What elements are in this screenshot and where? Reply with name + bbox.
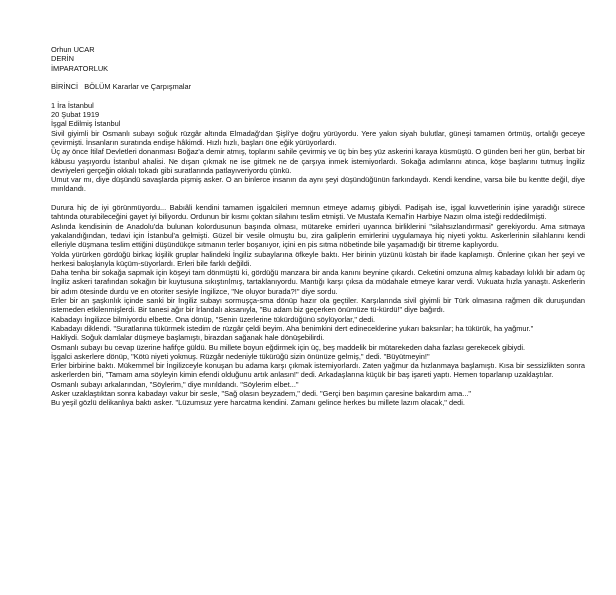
- body-section-b: [51, 203, 585, 408]
- paragraph: Hakliydi. Soğuk damlalar düşmeye başlamıştı, birazdan sağanak hale dönüşebilirdi.: [51, 333, 325, 343]
- body-section-a: [51, 129, 585, 194]
- paragraph: Yolda yürürken gördüğü birkaç kişilik gruplar halindeki İngiliz subaylarına öfkeyle baktı. Her birinin yüzünü küstah bir ifade kaplamıştı. Önlerine çıkan her şeyi ve herkesi bakışlarıyla küçüm-süyorlardı. Erleri bile farklı değildi.: [51, 249, 585, 268]
- book-title: DERİN: [51, 54, 74, 64]
- paragraph: Üç ay önce İtilaf Devletleri donanması Boğaz'a demir atmış, toplarını sahile çevirmiş ve üç bin beş yüz askerini karaya küsmüştü. O günden beri her gün, berbat bir kâbusu yaşıyordu İstanbul ahalisi. Ne dışarı çıkmak ne ise gitmek ne de çarşıya inmek istemiyorlardı. Sokağa adımlarını atınca, köşe başlarını tutmuş İngiliz devriyeleri gerçeğin okkalı tokadı gibi suratlarında patlayıveriyordu çünkü.: [51, 147, 585, 175]
- paragraph: Osmanlı subayı bu cevap üzerine hafifçe güldü. Bu millete boyun eğdirmek için üç, beş maddelik bir mütarekeden daha fazlası gerekecek gibiydi.: [51, 342, 526, 352]
- paragraph: Umut var mı, diye düşündü savaşlarda pişmiş asker. O an binlerce insanın da aynı şeyi düşündüğünün farkındaydı. Kendi kendine, varsa bile bu kentte değil, diye mırıldandı.: [51, 175, 585, 194]
- paragraph: Daha tenha bir sokağa sapmak için köşeyi tam dönmüştü ki, gördüğü manzara bir anda kanını beynine çıkardı. Ceketini omzuna almış kabadayı kılıklı bir adam üç İngiliz askeri tarafından sokağın bir kuytusuna sıkıştırılmış, tartaklanıyordu. Mantığı karşı çıksa da müdahale etmeye karar verdi. Vukuata hızla yanaştı. Askerlerin bir adım ötesinde durdu ve en otoriter sesiyle İngilizce, "Ne oluyor burada?!" diye sordu.: [51, 268, 585, 296]
- paragraph: Bu yeşil gözlü delikanlıya baktı asker. "Lüzumsuz yere harcatma kendini. Zamanı gelince herkes bu millete lazım olacak," dedi.: [51, 398, 465, 408]
- paragraph: Kabadayı diklendi. "Suratlarına tükürmek istedim de rüzgâr çeldi beyim. Aha benimkini dert edineceklerine yukarı baksınlar; ha tükürük, ha yağmur.": [51, 323, 534, 333]
- chapter-setting: İşgal Edilmiş İstanbul: [51, 119, 121, 129]
- spacer: [51, 73, 585, 82]
- author-name: Orhun UCAR: [51, 45, 95, 54]
- chapter-number: 1 İra İstanbul: [51, 100, 94, 110]
- paragraph: Asker uzaklaştıktan sonra kabadayı vakur bir sesle, "Sağ olasın beyzadem," dedi. "Gerçi ben başımın çaresine bakardım ama...": [51, 388, 472, 398]
- document-page: [51, 45, 585, 408]
- spacer: [51, 194, 585, 203]
- paragraph: Aslında kendisinin de Anadolu'da bulunan kolordusunun başında olması, mütareke emirleri uyarınca birliklerini "silahsızlandırmasi" gerekiyordu. Ama sıtmaya yakalandığından, tedavi için İstanbul'a gelmişti. Güzel bir vesile olmuştu bu, zira galiplerin emirlerini uygulamaya hiç niyeti yoktu. Askerlerinin silahlarını kendi elleriyle düşmana teslim ettiğini düşündükçe sıtmanın terler boşanıyor, içini en pis sıtma nöbetinde bile yaşamadığı bir titreme kaplıyordu.: [51, 221, 585, 250]
- paragraph: Kabadayı İngilizce bilmiyordu elbette. Ona dönüp, "Senin üzerlerine tükürdüğünü söylüyorlar," dedi.: [51, 314, 376, 324]
- paragraph: Osmanlı subayı arkalarından, "Söylerim," diye mırıldandı. "Söylerim elbet...": [51, 379, 299, 389]
- part-heading: BİRİNCİ BÖLÜM Kararlar ve Çarpışmalar: [51, 82, 192, 92]
- paragraph: İşgalci askerlere dönüp, "Kötü niyeti yokmuş. Rüzgâr nedeniyle tükürüğü sizin önünüze gelmiş," dedi. "Büyütmeyin!": [51, 351, 430, 361]
- paragraph: Durura hiç de iyi görünmüyordu... Babıâli kendini tamamen işgalcileri memnun etmeye adamış gibiydi. Padişah ise, işgal kuvvetlerinin işine yaradığı sürece tahtında oturabileceğini gayet iyi biliyordu. Ordunun bir kısmı çoktan silahını teslim etmişti. Ve Mustafa Kemal'in Harbiye Nazırı olma isteği reddedilmişti.: [51, 203, 585, 222]
- paragraph: Sivil giyimli bir Osmanlı subayı soğuk rüzgâr altında Elmadağ'dan Şişli'ye doğru yürüyordu. Yere yakın siyah bulutlar, güneşi tamamen örtmüş, ortalığı geceye çevirmişti. İnsanların suratında endişe hâkimdi. Hızlı hızlı, başları öne eğik yürüyorlardı.: [51, 128, 585, 147]
- chapter-date: 20 Şubat 1919: [51, 110, 100, 120]
- book-subtitle: İMPARATORLUK: [51, 63, 109, 73]
- spacer: [51, 91, 585, 100]
- paragraph: Erler bir an şaşkınlık içinde sanki bir İngiliz subayı sormuşça-sma dönüp hazır ola geçtiler. Karşılarında sivil giyimli bir Türk olmasına rağmen dik duruşundan istemeden etkilenmişlerdi. Bir tanesi ağır bir İrlandalı aksanıyla, "Bu adam biz geçerken önümüze tü-kürdü!" diye bağırdı.: [51, 296, 585, 315]
- paragraph: Erler birbirine baktı. Mükemmel bir İngilizceyle konuşan bu adama karşı çıkmak istemiyorlardı. Zaten yağmur da hızlanmaya başlamıştı. Kısa bir sessizlikten sonra askerlerden biri, "Tamam ama söyleyin kimin efendi olduğunu artık anlasın!" dedi. Arkadaşlarına küçük bir baş işareti yaptı. Hemen toparlanıp uzaklaştılar.: [51, 361, 585, 380]
